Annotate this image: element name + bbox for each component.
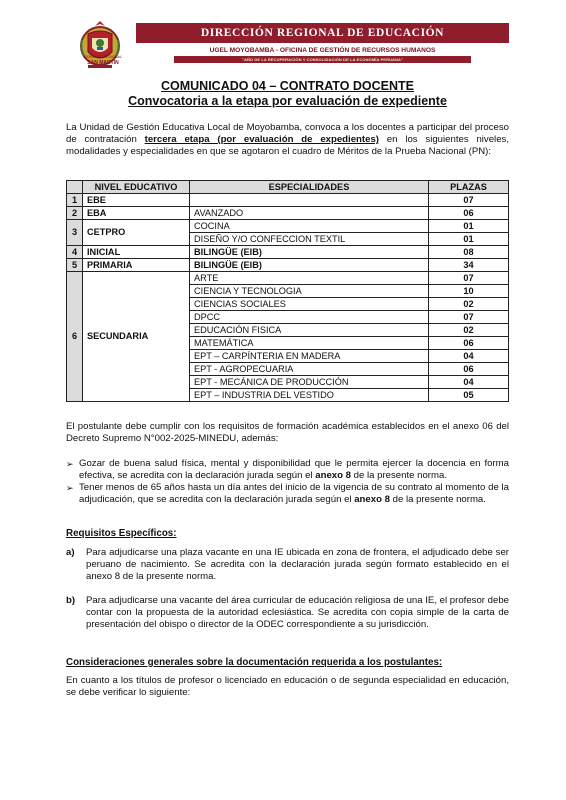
plazas-cell: 02	[429, 324, 509, 337]
intro-text-1: La Unidad de Gestión Educativa Local de Moyobamba, convoca a los docentes a participar del proceso de contratación	[66, 122, 509, 146]
nivel-cell: EBE	[83, 194, 190, 207]
bullet-text: Gozar de buena salud física, mental y disponibilidad que le permita ejercer la docencia en forma efectiva, se acredita con la declaración jurada según el	[79, 458, 509, 481]
header-motto: "AÑO DE LA RECUPERACIÓN Y CONSOLIDACIÓN DE LA ECONOMÍA PERUANA"	[174, 56, 471, 63]
intro-paragraph	[66, 122, 509, 159]
page-title: COMUNICADO 04 – CONTRATO DOCENTE	[160, 79, 415, 93]
row-number: 1	[67, 194, 83, 207]
header-subbanner: UGEL MOYOBAMBA - OFICINA DE GESTIÓN DE RECURSOS HUMANOS	[209, 47, 436, 54]
logo-caption-line1: GOBIERNO REGIONAL	[84, 55, 122, 59]
table-row	[67, 220, 509, 233]
especialidad-cell: EDUCACIÓN FISICA	[190, 324, 429, 337]
table-header-plazas: PLAZAS	[429, 181, 509, 194]
plazas-cell: 01	[429, 220, 509, 233]
especialidad-cell: EPT – INDUSTRIA DEL VESTIDO	[190, 389, 429, 402]
especialidad-cell: ARTE	[190, 272, 429, 285]
bullet-bold: anexo 8	[315, 470, 351, 481]
nivel-cell: EBA	[83, 207, 190, 220]
table-header-row	[67, 181, 509, 194]
row-number: 6	[67, 272, 83, 402]
bullet-text-end: de la presente norma.	[389, 494, 486, 505]
table-header-num	[67, 181, 83, 194]
plazas-cell: 07	[429, 272, 509, 285]
plazas-cell: 34	[429, 259, 509, 272]
item-text: Para adjudicarse una plaza vacante en una IE ubicada en zona de frontera, el adjudicado debe ser peruano de nacimiento. Se acredita con la declaración jurada según formato establecido en el anexo 8 de la presente norma.	[86, 547, 509, 583]
table-row	[67, 194, 509, 207]
plazas-cell: 07	[429, 311, 509, 324]
list-item	[66, 595, 509, 632]
plazas-cell: 10	[429, 285, 509, 298]
bullet-text: Tener menos de 65 años hasta un día antes del inicio de la vigencia de su contrato al momento de la adjudicación, que se acredita con la declaración jurada según el	[79, 482, 509, 505]
table-header-especialidades: ESPECIALIDADES	[190, 181, 429, 194]
plazas-cell: 04	[429, 350, 509, 363]
especialidad-cell: BILINGÜE (EIB)	[190, 259, 429, 272]
table-row	[67, 246, 509, 259]
especialidad-cell: MATEMÁTICA	[190, 337, 429, 350]
arrow-bullet-icon: ➢	[66, 459, 74, 469]
nivel-cell: PRIMARIA	[83, 259, 190, 272]
plazas-cell: 08	[429, 246, 509, 259]
list-item	[66, 547, 509, 584]
plazas-cell: 02	[429, 298, 509, 311]
requirements-bullet-list	[66, 458, 509, 506]
bullet-bold: anexo 8	[354, 494, 390, 505]
plazas-cell: 04	[429, 376, 509, 389]
arrow-bullet-icon: ➢	[66, 483, 74, 493]
especialidad-cell: EPT – CARPÍNTERIA EN MADERA	[190, 350, 429, 363]
especialidad-cell: DPCC	[190, 311, 429, 324]
page-subtitle: Convocatoria a la etapa por evaluación de expediente	[128, 94, 447, 108]
nivel-cell: INICIAL	[83, 246, 190, 259]
header-banner: DIRECCIÓN REGIONAL DE EDUCACIÓN	[136, 23, 509, 43]
specific-requirements-heading: Requisitos Específicos:	[66, 528, 177, 539]
plazas-cell: 05	[429, 389, 509, 402]
nivel-cell: CETPRO	[83, 220, 190, 246]
list-item	[66, 458, 509, 482]
table-row	[67, 207, 509, 220]
table-body	[67, 194, 509, 402]
nivel-cell: SECUNDARIA	[83, 272, 190, 402]
general-considerations-text: En cuanto a los títulos de profesor o licenciado en educación o de segunda especialidad en educación, se debe verificar lo siguiente:	[66, 675, 509, 699]
plazas-cell: 06	[429, 363, 509, 376]
plazas-cell: 01	[429, 233, 509, 246]
especialidad-cell: CIENCIAS SOCIALES	[190, 298, 429, 311]
table-header-nivel: NIVEL EDUCATIVO	[83, 181, 190, 194]
row-number: 2	[67, 207, 83, 220]
table-row	[67, 272, 509, 285]
intro-emphasis: tercera etapa (por evaluación de expedientes)	[144, 134, 379, 146]
especialidad-cell: EPT - MECÁNICA DE PRODUCCIÓN	[190, 376, 429, 389]
intro-text-2: en los siguientes niveles, modalidades y especialidades en que se agotaron el cuadro de Méritos de la Prueba Nacional (PN):	[66, 134, 509, 158]
especialidad-cell	[190, 194, 429, 207]
row-number: 3	[67, 220, 83, 246]
regional-government-seal-icon	[74, 18, 126, 86]
especialidad-cell: DISEÑO Y/O CONFECCION TEXTIL	[190, 233, 429, 246]
plazas-cell: 06	[429, 337, 509, 350]
especialidad-cell: CIENCIA Y TECNOLOGIA	[190, 285, 429, 298]
bullet-text-end: de la presente norma.	[351, 470, 447, 481]
row-number: 4	[67, 246, 83, 259]
vacancies-table	[66, 180, 509, 402]
especialidad-cell: EPT - AGROPECUARIA	[190, 363, 429, 376]
especialidad-cell: BILINGÜE (EIB)	[190, 246, 429, 259]
plazas-cell: 06	[429, 207, 509, 220]
item-label: b)	[66, 595, 76, 606]
list-item	[66, 482, 509, 506]
row-number: 5	[67, 259, 83, 272]
especialidad-cell: AVANZADO	[190, 207, 429, 220]
logo-caption-line2: SAN MARTÍN	[87, 60, 119, 66]
table-row	[67, 259, 509, 272]
item-text: Para adjudicarse una vacante del área curricular de educación religiosa de una IE, el profesor debe contar con la propuesta de la autoridad eclesiástica. Se acredita con copia simple de la carta de presentación del obispo o director de la ODEC correspondiente a su jurisdicción.	[86, 595, 509, 631]
general-considerations-heading: Consideraciones generales sobre la documentación requerida a los postulantes:	[66, 657, 443, 668]
plazas-cell: 07	[429, 194, 509, 207]
item-label: a)	[66, 547, 75, 558]
especialidad-cell: COCINA	[190, 220, 429, 233]
requirements-intro: El postulante debe cumplir con los requisitos de formación académica establecidos en el anexo 06 del Decreto Supremo N°002-2025-MINEDU, además:	[66, 421, 509, 445]
